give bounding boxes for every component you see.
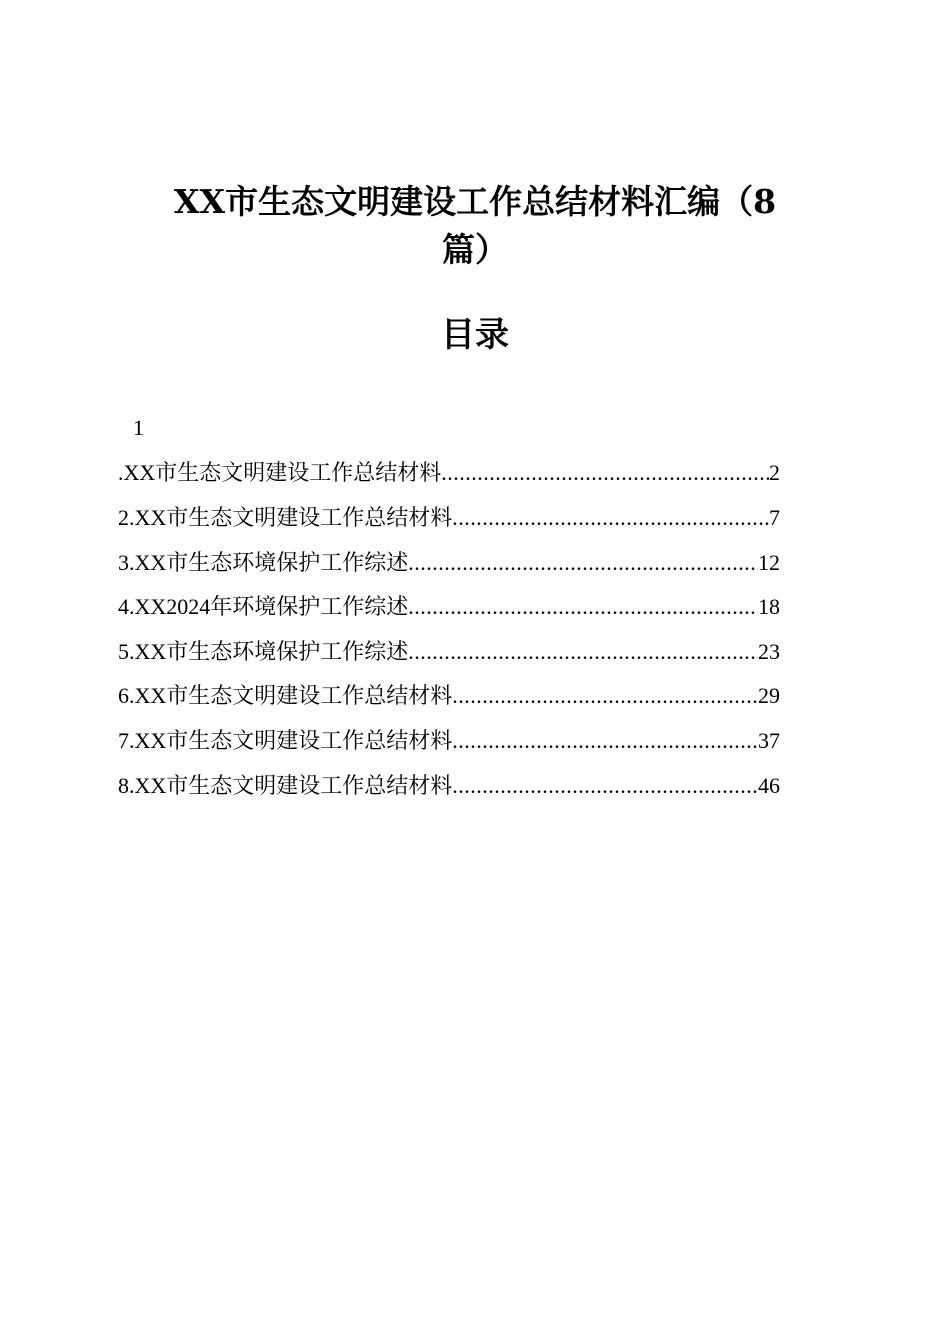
toc-entry-title: 3.XX市生态环境保护工作综述 [118, 550, 409, 575]
toc-leader-dots [441, 453, 769, 493]
toc-heading: 目录 [441, 315, 509, 355]
toc-leader-dots [408, 543, 758, 583]
toc-entry-page: 23 [758, 639, 780, 664]
toc-entry-5[interactable] [118, 632, 780, 672]
toc-entry-page: 12 [758, 550, 780, 575]
toc-entry-page: 29 [758, 683, 780, 708]
toc-entry-8[interactable] [118, 766, 780, 806]
toc-entry-page: 46 [758, 773, 780, 798]
toc-leader-dots [452, 676, 758, 716]
toc-entry-1[interactable] [118, 453, 780, 493]
toc-leader-dots [452, 721, 758, 761]
document-title-line2: 篇） [442, 230, 508, 269]
document-title-line1: XX市生态文明建设工作总结材料汇编（8 [173, 182, 777, 221]
toc-entry-title: 7.XX市生态文明建设工作总结材料 [118, 728, 453, 753]
toc-leader-dots [408, 632, 758, 672]
toc-entry-4[interactable] [118, 587, 780, 627]
toc-entry-2[interactable] [118, 498, 780, 538]
toc-first-prefix: 1 [133, 415, 144, 440]
toc-entry-title: 4.XX2024年环境保护工作综述 [118, 594, 409, 619]
toc-entry-page: 18 [758, 594, 780, 619]
toc-entry-title: 6.XX市生态文明建设工作总结材料 [118, 683, 453, 708]
toc-leader-dots [452, 766, 758, 806]
toc-entry-7[interactable] [118, 721, 780, 761]
toc-entry-title: 5.XX市生态环境保护工作综述 [118, 639, 409, 664]
toc-leader-dots [452, 498, 769, 538]
toc-entry-title: 2.XX市生态文明建设工作总结材料 [118, 505, 453, 530]
toc-entry-title: 8.XX市生态文明建设工作总结材料 [118, 773, 453, 798]
toc-entry-page: 2 [769, 460, 780, 485]
toc-entry-page: 7 [769, 505, 780, 530]
toc-entry-6[interactable] [118, 676, 780, 716]
document-title [120, 178, 830, 274]
toc-entry-3[interactable] [118, 543, 780, 583]
toc-entry-page: 37 [758, 728, 780, 753]
toc-entry-title: .XX市生态文明建设工作总结材料 [118, 460, 442, 485]
toc-leader-dots [408, 587, 758, 627]
